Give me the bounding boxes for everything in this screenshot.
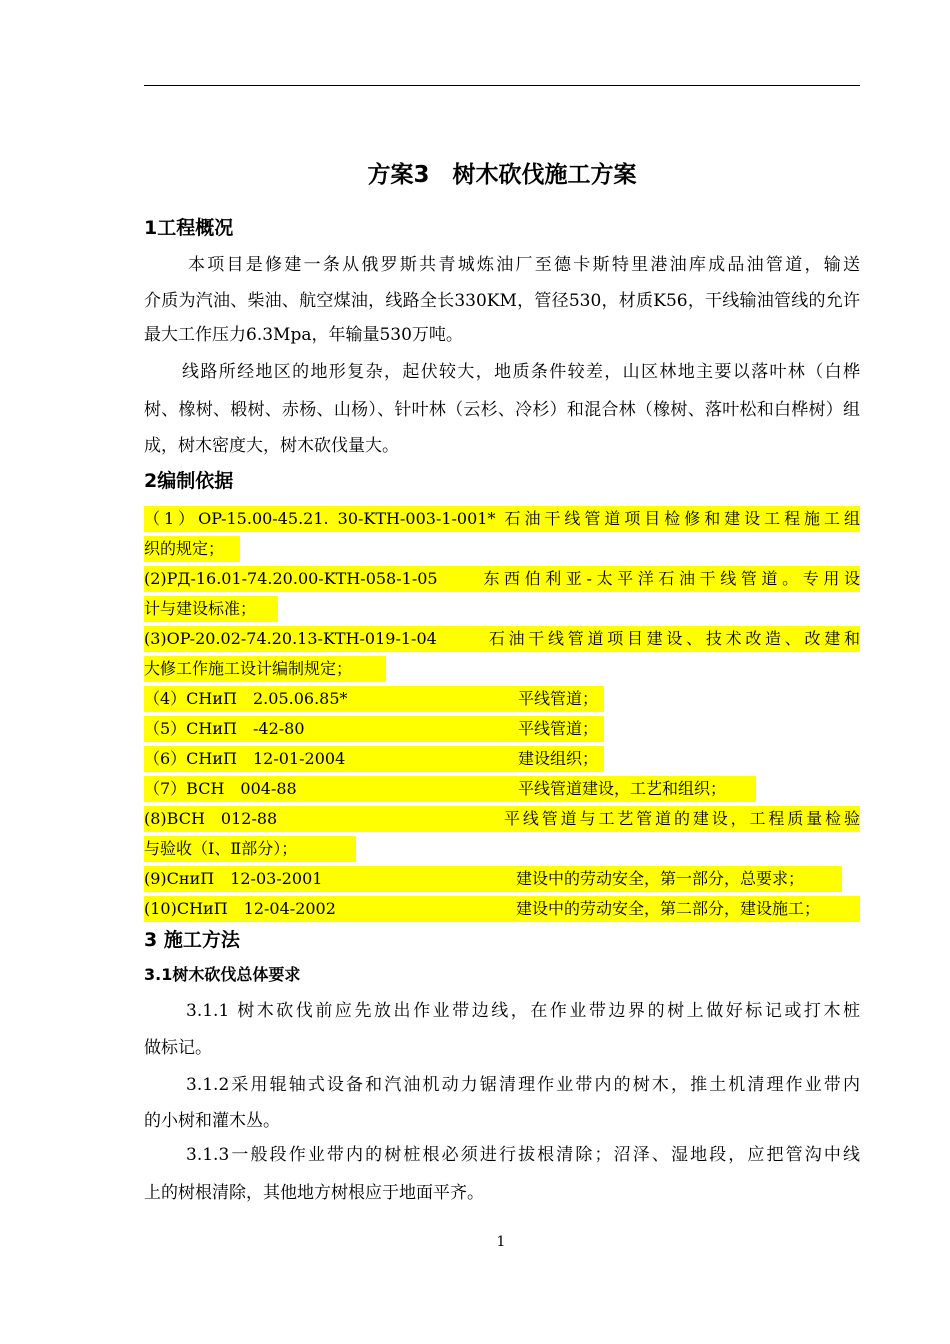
- reference-item-1-cont: 织的规定；: [144, 539, 225, 558]
- paragraph-line: 介质为汽油、柴油、航空煤油，线路全长330KM，管径530，材质K56，干线输油管线的允许: [144, 291, 860, 311]
- reference-code: （7）BCH 004-88: [144, 779, 297, 798]
- paragraph-line: 树、橡树、椴树、赤杨、山杨）、针叶林（云杉、冷杉）和混合林（橡树、落叶松和白桦树）组: [144, 400, 860, 420]
- reference-desc: 建设中的劳动安全，第一部分，总要求；: [516, 869, 805, 888]
- paragraph-line: 3.1.1 树木砍伐前应先放出作业带边线，在作业带边界的树上做好标记或打木桩: [186, 1001, 860, 1021]
- reference-desc: 建设组织；: [518, 749, 599, 768]
- subsection-heading: 3.1树木砍伐总体要求: [144, 965, 301, 984]
- reference-item-6: [144, 744, 860, 774]
- section-heading-2: 2编制依据: [144, 470, 234, 492]
- reference-code: (8)BCH 012-88: [144, 809, 278, 828]
- section-heading-1: 1工程概况: [144, 217, 234, 239]
- paragraph-line: 最大工作压力6.3Mpa，年输量530万吨。: [144, 325, 463, 345]
- reference-code: (9)СниП 12-03-2001: [144, 869, 323, 888]
- document-title: 方案3 树木砍伐施工方案: [367, 162, 637, 188]
- reference-item-9: [144, 864, 860, 894]
- reference-code: （5）СНиП -42-80: [144, 719, 305, 738]
- paragraph-line: 3.1.3一般段作业带内的树桩根必须进行拔根清除；沼泽、湿地段，应把管沟中线: [186, 1145, 860, 1165]
- paragraph-line: 的小树和灌木丛。: [144, 1111, 280, 1131]
- paragraph-line: 上的树根清除，其他地方树根应于地面平齐。: [144, 1183, 484, 1203]
- header-rule: [144, 85, 860, 86]
- reference-desc: 建设中的劳动安全，第二部分，建设施工；: [516, 899, 821, 918]
- reference-item-3-cont: 大修工作施工设计编制规定；: [144, 659, 353, 678]
- paragraph-line: 线路所经地区的地形复杂，起伏较大，地质条件较差，山区林地主要以落叶林（白桦: [182, 362, 860, 382]
- page-number: 1: [496, 1234, 506, 1250]
- reference-code: （4）СНиП 2.05.06.85*: [144, 689, 348, 708]
- reference-desc: 平线管道与工艺管道的建设，工程质量检验: [504, 809, 860, 828]
- reference-item-1: （1）OP-15.00-45.21. 30-KTH-003-1-001* 石油干线管道项目检修和建设工程施工组: [144, 509, 860, 528]
- reference-item-2-cont: 计与建设标准；: [144, 599, 257, 618]
- section-heading-3: 3 施工方法: [144, 929, 240, 951]
- reference-item-4: [144, 684, 860, 714]
- reference-item-2: (2)РД-16.01-74.20.00-KTH-058-1-05 东西伯利亚-太平洋石油干线管道。专用设: [144, 569, 860, 588]
- reference-desc: 平线管道；: [518, 719, 599, 738]
- reference-item-10: [144, 894, 860, 924]
- paragraph-line: 做标记。: [144, 1038, 212, 1058]
- reference-item-8-cont: 与验收（Ⅰ、Ⅱ部分）；: [144, 839, 298, 858]
- reference-item-8: [144, 804, 860, 834]
- reference-code: (10)СНиП 12-04-2002: [144, 899, 336, 918]
- reference-item-7: [144, 774, 860, 804]
- paragraph-line: 3.1.2采用辊轴式设备和汽油机动力锯清理作业带内的树木，推土机清理作业带内: [186, 1075, 860, 1095]
- reference-code: （6）СНиП 12-01-2004: [144, 749, 346, 768]
- paragraph-line: 本项目是修建一条从俄罗斯共青城炼油厂至德卡斯特里港油库成品油管道，输送: [188, 255, 860, 275]
- reference-desc: 平线管道；: [518, 689, 599, 708]
- paragraph-line: 成，树木密度大，树木砍伐量大。: [144, 436, 399, 456]
- reference-item-3: (3)OP-20.02-74.20.13-KTH-019-1-04 石油干线管道项目建设、技术改造、改建和: [144, 629, 860, 648]
- reference-desc: 平线管道建设，工艺和组织；: [518, 779, 727, 798]
- reference-item-5: [144, 714, 860, 744]
